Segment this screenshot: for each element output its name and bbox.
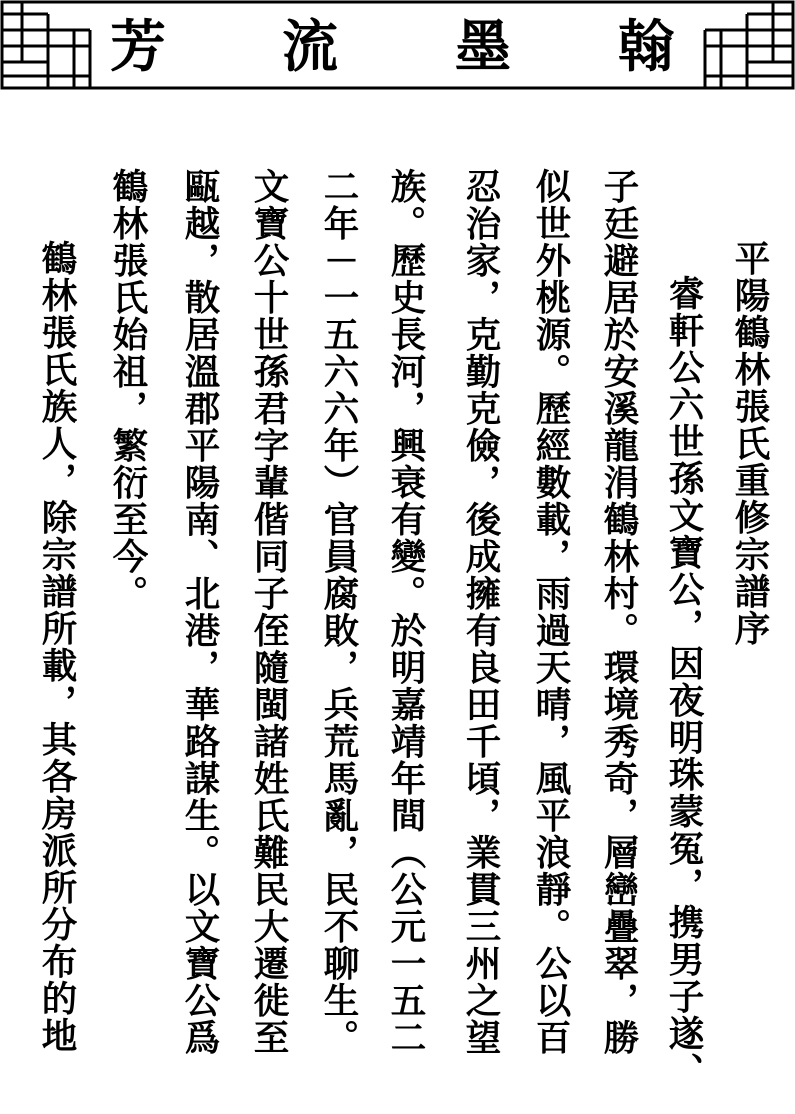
text-column-5: 族。歷史長河，興衰有變。於明嘉靖年間（公元一五二 (385, 168, 426, 1056)
heading-title: 平陽鶴林張氏重修宗譜序 (729, 240, 770, 647)
title-banner (0, 0, 795, 92)
text-column-7: 文寶公十世孫君字輩偕同子侄隨閩諸姓氏難民大遷徙至 (248, 168, 289, 1056)
text-column-3: 似世外桃源。歷經數載，雨過天晴，風平浪靜。公以百 (530, 168, 571, 1056)
banner-char-4: 芳 (110, 14, 166, 80)
left-fret-ornament (2, 2, 90, 88)
text-column-2: 子廷避居於安溪龍涓鶴林村。環境秀奇，層巒疊翠，勝 (598, 168, 639, 1056)
banner-char-3: 流 (282, 14, 338, 80)
text-column-6: 二年－一五六六年）官員腐敗，兵荒馬亂，民不聊生。 (318, 168, 359, 1056)
text-column-1: 睿軒公六世孫文寶公，因夜明珠蒙冤，携男子遂、 (663, 275, 704, 1089)
text-column-9: 鶴林張氏始祖，繁衍至今。 (107, 168, 148, 612)
text-column-8: 甌越，散居溫郡平陽南、北港，華路謀生。以文寶公爲 (179, 168, 220, 1056)
banner-char-1: 翰 (618, 14, 674, 80)
text-column-4: 忍治家，克勤克儉，後成擁有良田千頃，業貫三州之望 (460, 168, 501, 1056)
right-fret-ornament (705, 2, 793, 88)
banner-char-2: 墨 (455, 14, 511, 80)
text-column-10: 鶴林張氏族人，除宗譜所載，其各房派所分布的地 (36, 240, 77, 1054)
